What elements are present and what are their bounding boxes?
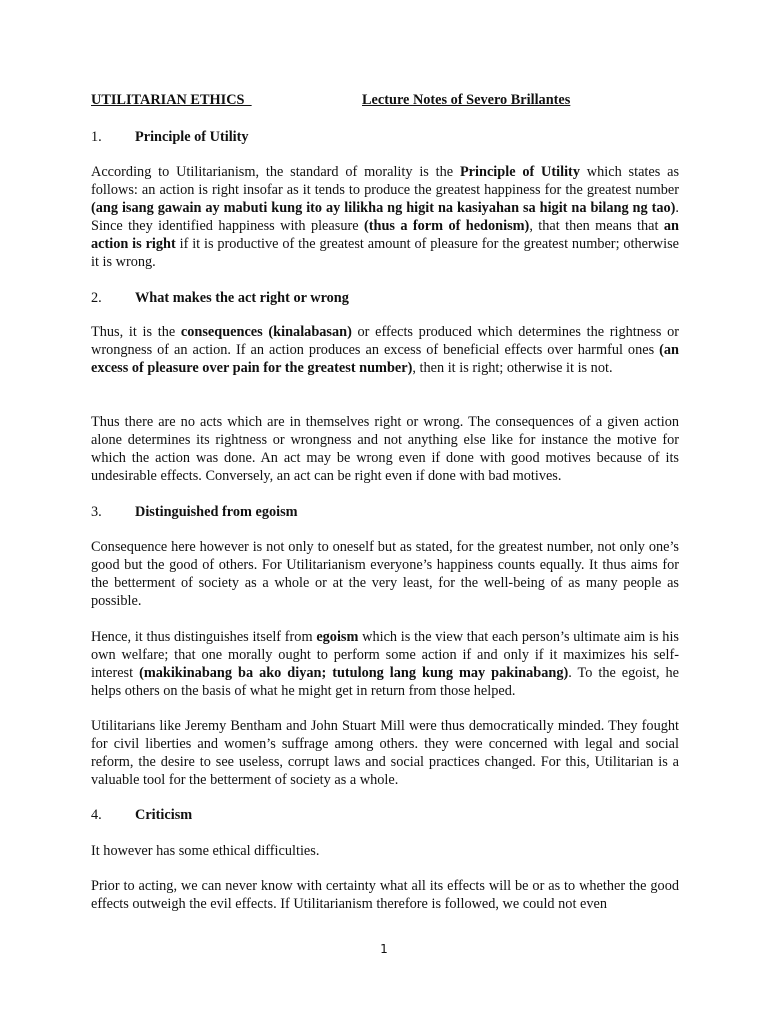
bold-text: (an excess of pleasure over pain for the greatest number) [91,341,679,376]
bold-text: (ang isang gawain ay mabuti kung ito ay lilikha ng higit na kasiyahan sa higit na bilang ng tao) [91,199,676,216]
paragraph [91,164,679,271]
paragraph [91,629,679,701]
text-run: if it is productive of the greatest amount of pleasure for the greatest number; otherwise it is wrong. [91,235,679,270]
section-number: 1. [91,129,102,145]
paragraph [91,324,679,378]
text-run: Hence, it thus distinguishes itself from [91,629,317,645]
text-run: According to Utilitarianism, the standard of morality is the [91,164,460,180]
paragraph [91,414,679,486]
paragraph [91,718,679,790]
section-number: 4. [91,807,102,823]
bold-text: consequences (kinalabasan) [180,324,352,340]
document-title: UTILITARIAN ETHICS [91,92,252,108]
page-number: 1 [380,942,388,956]
paragraph [91,843,679,861]
bold-text: (makikinabang ba ako diyan; tutulong lang kung may pakinabang) [139,664,569,681]
text-run: . Since they identified happiness with pleasure [91,199,679,234]
text-run: It however has some ethical difficulties. [91,843,320,859]
section-title: Criticism [135,807,193,823]
text-run: which is the view that each person’s ultimate aim is his own welfare; that one morally ought to perform some action if and only if it maximizes his self-interest [91,629,679,681]
document-author: Lecture Notes of Severo Brillantes [362,92,571,108]
text-run: Prior to acting, we can never know with certainty what all its effects will be or as to whether the good effects outweigh the evil effects. If Utilitarianism therefore is followed, we could not even [91,878,679,912]
bold-text: an action is right [91,217,680,252]
paragraph [91,539,679,611]
text-run: or effects produced which determines the rightness or wrongness of an action. If an action produces an excess of beneficial effects over harmful ones [91,324,680,358]
text-run: Thus, it is the [91,324,181,340]
text-run: which states as follows: an action is right insofar as it tends to produce the greatest happiness for the greatest number [91,164,680,198]
section-title: Distinguished from egoism [135,504,298,520]
text-run: Consequence here however is not only to oneself but as stated, for the greatest number, not only one’s good but the good of others. For Utilitarianism everyone’s happiness counts equally. It thus aims for the betterment of society as a whole or at the very least, for the well-being of as many people as possible. [91,539,679,609]
text-run: Thus there are no acts which are in themselves right or wrong. The consequences of a given action alone determines its rightness or wrongness and not anything else like for instance the motive for which the action was done. An act may be wrong even if done with good motives because of its undesirable effects. Conversely, an act can be right even if done with bad motives. [91,414,679,484]
section-number: 2. [91,290,102,306]
paragraph [91,878,679,914]
bold-text: (thus a form of hedonism) [363,217,530,234]
text-run: , then it is right; otherwise it is not. [412,359,613,376]
section-title: What makes the act right or wrong [135,290,349,306]
text-run: Utilitarians like Jeremy Bentham and John Stuart Mill were thus democratically minded. They fought for civil liberties and women’s suffrage among others. they were concerned with legal and social reform, the desire to see useless, corrupt laws and social practices changed. For this, Utilitarian is a valuable tool for the betterment of society as a whole. [91,718,679,788]
section-number: 3. [91,504,102,520]
text-run: . To the egoist, he helps others on the basis of what he might get in return from those helped. [91,664,680,699]
text-run: , that then means that [529,217,664,234]
bold-text: egoism [316,629,359,645]
section-title: Principle of Utility [135,129,249,145]
bold-text: Principle of Utility [459,164,580,180]
